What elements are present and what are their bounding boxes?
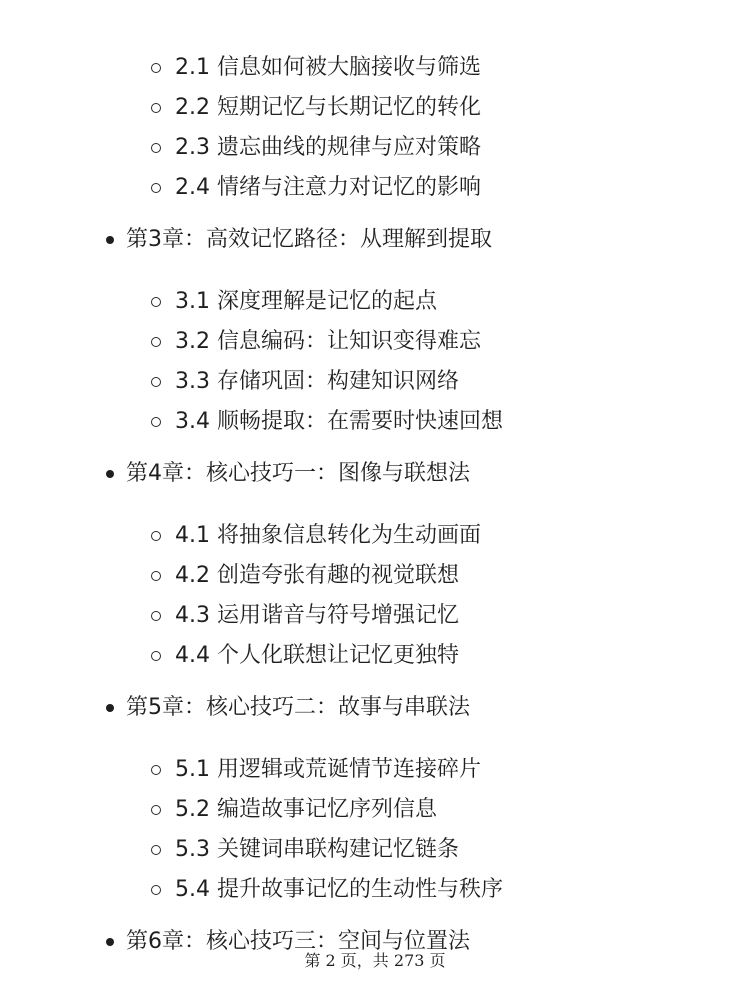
hollow-bullet-icon <box>151 103 161 113</box>
page-number-footer: 第 2 页，共 273 页 <box>304 951 446 970</box>
hollow-bullet-icon <box>151 63 161 73</box>
list-item <box>0 596 750 636</box>
filled-bullet-icon <box>106 704 114 712</box>
hollow-bullet-icon <box>151 651 161 661</box>
hollow-bullet-icon <box>151 611 161 621</box>
sub-item-text: 2.4 情绪与注意力对记忆的影响 <box>175 175 481 200</box>
filled-bullet-icon <box>106 470 114 478</box>
list-item <box>0 362 750 402</box>
sub-item-text: 3.3 存储巩固：构建知识网络 <box>175 369 459 394</box>
sub-item-text: 4.3 运用谐音与符号增强记忆 <box>175 603 459 628</box>
table-of-contents <box>0 48 750 974</box>
hollow-bullet-icon <box>151 297 161 307</box>
sub-item-text: 2.3 遗忘曲线的规律与应对策略 <box>175 135 481 160</box>
sub-item-text: 5.3 关键词串联构建记忆链条 <box>175 837 459 862</box>
hollow-bullet-icon <box>151 885 161 895</box>
chapter-title: 第3章：高效记忆路径：从理解到提取 <box>126 227 492 252</box>
list-item <box>0 870 750 910</box>
filled-bullet-icon <box>106 236 114 244</box>
sub-item-text: 3.1 深度理解是记忆的起点 <box>175 289 437 314</box>
list-item <box>0 750 750 790</box>
chapter-heading <box>0 442 750 506</box>
list-item <box>0 402 750 442</box>
list-item <box>0 322 750 362</box>
chapter-title: 第4章：核心技巧一：图像与联想法 <box>126 461 470 486</box>
sub-item-text: 4.4 个人化联想让记忆更独特 <box>175 643 459 668</box>
hollow-bullet-icon <box>151 571 161 581</box>
chapter-title: 第5章：核心技巧二：故事与串联法 <box>126 695 470 720</box>
sub-item-text: 3.4 顺畅提取：在需要时快速回想 <box>175 409 503 434</box>
hollow-bullet-icon <box>151 183 161 193</box>
hollow-bullet-icon <box>151 143 161 153</box>
list-item <box>0 790 750 830</box>
chapter-title: 第6章：核心技巧三：空间与位置法 <box>126 929 470 954</box>
hollow-bullet-icon <box>151 417 161 427</box>
sub-item-text: 5.1 用逻辑或荒诞情节连接碎片 <box>175 757 481 782</box>
sub-item-text: 2.2 短期记忆与长期记忆的转化 <box>175 95 481 120</box>
list-item <box>0 48 750 88</box>
list-item <box>0 516 750 556</box>
list-item <box>0 636 750 676</box>
filled-bullet-icon <box>106 938 114 946</box>
list-item <box>0 88 750 128</box>
sub-item-text: 4.1 将抽象信息转化为生动画面 <box>175 523 481 548</box>
list-item <box>0 168 750 208</box>
chapter-heading <box>0 676 750 740</box>
hollow-bullet-icon <box>151 765 161 775</box>
hollow-bullet-icon <box>151 531 161 541</box>
hollow-bullet-icon <box>151 845 161 855</box>
sub-item-text: 5.2 编造故事记忆序列信息 <box>175 797 437 822</box>
hollow-bullet-icon <box>151 377 161 387</box>
list-item <box>0 556 750 596</box>
hollow-bullet-icon <box>151 337 161 347</box>
list-item <box>0 282 750 322</box>
sub-item-text: 2.1 信息如何被大脑接收与筛选 <box>175 55 481 80</box>
list-item <box>0 830 750 870</box>
sub-item-text: 4.2 创造夸张有趣的视觉联想 <box>175 563 459 588</box>
hollow-bullet-icon <box>151 805 161 815</box>
sub-item-text: 3.2 信息编码：让知识变得难忘 <box>175 329 481 354</box>
chapter-heading <box>0 208 750 272</box>
sub-item-text: 5.4 提升故事记忆的生动性与秩序 <box>175 877 503 902</box>
list-item <box>0 128 750 168</box>
